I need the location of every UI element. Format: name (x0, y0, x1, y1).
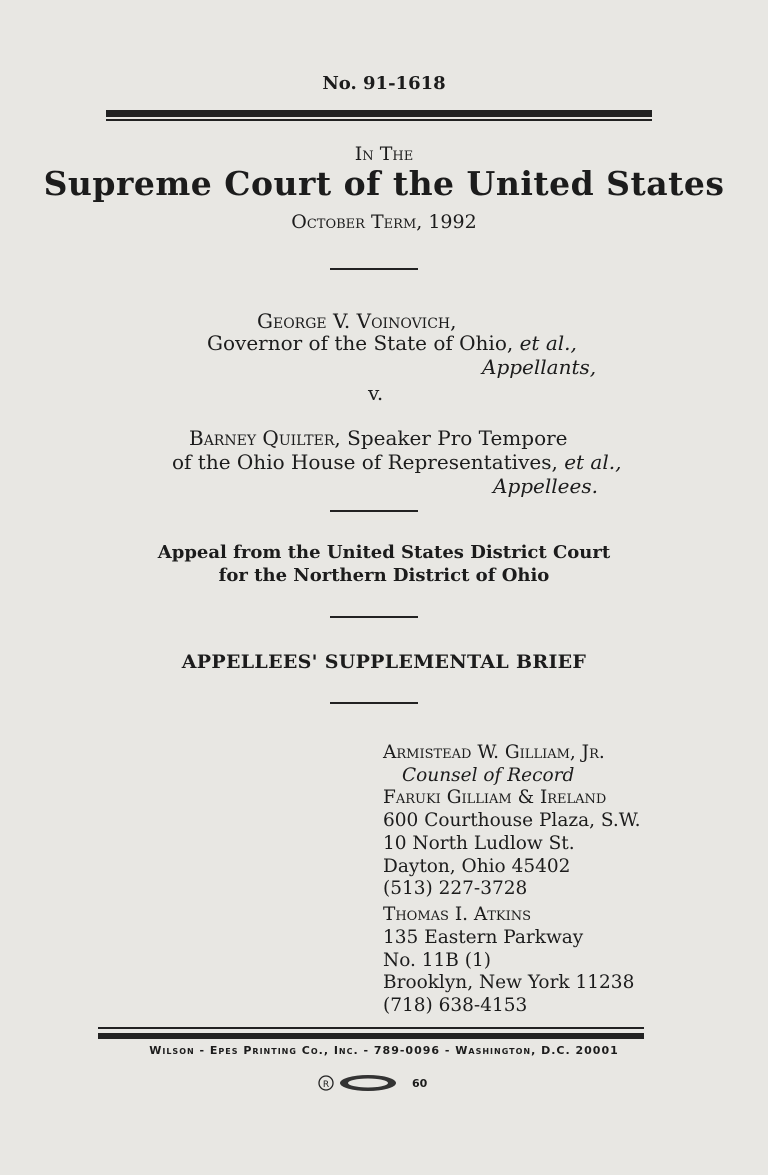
appellant-description (207, 331, 577, 355)
appellee-name: Barney Quilter, (189, 426, 341, 450)
appellee-role: Appellees. (493, 474, 598, 498)
docket-number: No. 91-1618 (322, 73, 446, 94)
counsel-address-4: 135 Eastern Parkway (383, 927, 584, 948)
brief-title: APPELLEES' SUPPLEMENTAL BRIEF (181, 651, 587, 673)
court-name: Supreme Court of the United States (43, 164, 725, 203)
appeal-line-1: Appeal from the United States District Court (157, 542, 611, 563)
appellant-role: Appellants, (482, 355, 597, 379)
divider-3 (330, 616, 418, 618)
counsel-phone-2: (718) 638-4153 (383, 995, 528, 1016)
union-bug-number: 60 (412, 1077, 428, 1090)
printer-imprint: Wilson - Epes Printing Co., Inc. - 789-0096 - Washington, D.C. 20001 (149, 1044, 619, 1057)
footer-rule-thin (98, 1027, 644, 1029)
counsel-phone-1: (513) 227-3728 (383, 878, 528, 899)
versus: v. (368, 381, 384, 405)
counsel-address-2: 10 North Ludlow St. (383, 833, 575, 854)
header-rule-thin (106, 119, 652, 121)
appellee-line-2 (172, 450, 621, 474)
counsel-primary-role: Counsel of Record (402, 765, 575, 786)
counsel-address-3: Dayton, Ohio 45402 (383, 856, 571, 877)
appellee-line-1 (189, 426, 568, 450)
header-rule-thick (106, 110, 652, 117)
divider-1 (330, 268, 418, 270)
divider-2 (330, 510, 418, 512)
appellant-et-al: et al., (519, 331, 577, 355)
divider-4 (330, 702, 418, 704)
appellant-description-text: Governor of the State of Ohio, (207, 331, 514, 355)
counsel-address-6: Brooklyn, New York 11238 (383, 972, 635, 993)
counsel-firm: Faruki Gilliam & Ireland (383, 787, 607, 808)
footer-rule-thick (98, 1033, 644, 1039)
appeal-line-2: for the Northern District of Ohio (218, 565, 550, 586)
appellee-description-text: of the Ohio House of Representatives, (172, 450, 558, 474)
counsel-primary-name: Armistead W. Gilliam, Jr. (383, 742, 605, 763)
counsel-address-1: 600 Courthouse Plaza, S.W. (383, 810, 641, 831)
in-the-label: In The (354, 143, 414, 165)
appellant-name: George V. Voinovich, (257, 309, 457, 333)
counsel-address-5: No. 11B (1) (383, 950, 491, 971)
counsel-secondary-name: Thomas I. Atkins (383, 904, 532, 925)
appellee-et-al: et al., (564, 450, 622, 474)
appellee-title: Speaker Pro Tempore (347, 426, 568, 450)
svg-text:R: R (322, 1080, 330, 1090)
term-label: October Term, 1992 (291, 211, 477, 233)
